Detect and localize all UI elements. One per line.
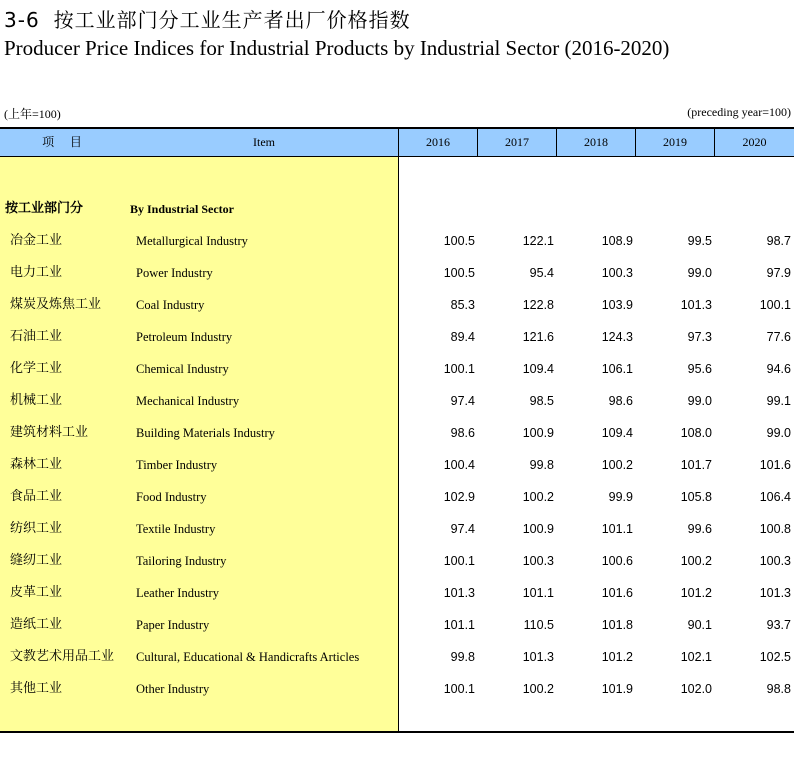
value-cell-2016: 99.8	[450, 650, 475, 664]
value-cell-2018: 103.9	[601, 298, 633, 312]
value-cell-2016: 85.3	[450, 298, 475, 312]
table-row	[0, 615, 794, 635]
value-cell-2016: 100.1	[443, 362, 475, 376]
value-cell-2017: 95.4	[529, 266, 554, 280]
value-cell-2019: 99.6	[687, 522, 712, 536]
table-row	[0, 327, 794, 347]
row-label-en: Leather Industry	[136, 586, 219, 600]
row-label-en: Metallurgical Industry	[136, 234, 248, 248]
table-title-cn	[4, 4, 411, 33]
value-cell-2018: 108.9	[601, 234, 633, 248]
value-cell-2018: 100.2	[601, 458, 633, 472]
value-cell-2020: 100.8	[759, 522, 791, 536]
section-heading-cn: 按工业部门分	[5, 201, 84, 216]
table-row	[0, 423, 794, 443]
value-cell-2019: 102.1	[680, 650, 712, 664]
value-cell-2016: 100.1	[443, 554, 475, 568]
row-label-cn: 电力工业	[10, 265, 63, 280]
value-cell-2018: 98.6	[608, 394, 633, 408]
table-row	[0, 263, 794, 283]
value-cell-2017: 99.8	[529, 458, 554, 472]
value-cell-2016: 100.5	[443, 234, 475, 248]
price-index-table	[0, 127, 794, 733]
value-cell-2020: 101.6	[759, 458, 791, 472]
table-row	[0, 551, 794, 571]
row-label-en: Other Industry	[136, 682, 210, 696]
value-cell-2018: 101.2	[601, 650, 633, 664]
value-cell-2018: 124.3	[601, 330, 633, 344]
row-label-en: Timber Industry	[136, 458, 218, 472]
table-row	[0, 455, 794, 475]
value-cell-2017: 100.2	[522, 682, 554, 696]
row-label-en: Coal Industry	[136, 298, 205, 312]
value-cell-2017: 100.9	[522, 522, 554, 536]
value-cell-2019: 99.0	[687, 394, 712, 408]
row-label-en: Food Industry	[136, 490, 207, 504]
row-label-en: Tailoring Industry	[136, 554, 227, 568]
value-cell-2016: 100.4	[443, 458, 475, 472]
value-cell-2020: 100.1	[759, 298, 791, 312]
value-cell-2018: 100.6	[601, 554, 633, 568]
base-note-cn: (上年=100)	[4, 107, 61, 121]
row-label-en: Building Materials Industry	[136, 426, 275, 440]
value-cell-2020: 97.9	[766, 266, 791, 280]
value-cell-2018: 106.1	[601, 362, 633, 376]
header-item-cn: 项 目	[42, 135, 88, 149]
value-cell-2017: 98.5	[529, 394, 554, 408]
table-row	[0, 487, 794, 507]
value-cell-2019: 90.1	[687, 618, 712, 632]
row-label-en: Petroleum Industry	[136, 330, 233, 344]
value-cell-2016: 97.4	[450, 522, 475, 536]
value-cell-2020: 93.7	[766, 618, 791, 632]
row-label-cn: 其他工业	[10, 681, 63, 696]
value-cell-2019: 99.0	[687, 266, 712, 280]
value-cell-2016: 89.4	[450, 330, 475, 344]
table-title-en: Producer Price Indices for Industrial Products by Industrial Sector (2016-2020)	[4, 36, 670, 60]
value-cell-2018: 101.9	[601, 682, 633, 696]
value-cell-2020: 98.7	[766, 234, 791, 248]
value-cell-2020: 98.8	[766, 682, 791, 696]
value-cell-2019: 99.5	[687, 234, 712, 248]
row-label-en: Power Industry	[136, 266, 213, 280]
row-label-cn: 皮革工业	[10, 585, 63, 600]
value-cell-2018: 101.8	[601, 618, 633, 632]
value-cell-2017: 100.3	[522, 554, 554, 568]
row-label-cn: 冶金工业	[10, 233, 63, 248]
table-row	[0, 519, 794, 539]
value-cell-2018: 101.6	[601, 586, 633, 600]
base-note-en: (preceding year=100)	[687, 105, 791, 119]
row-label-en: Chemical Industry	[136, 362, 229, 376]
bottom-rule	[0, 731, 794, 733]
row-label-cn: 造纸工业	[10, 617, 63, 632]
value-cell-2020: 77.6	[766, 330, 791, 344]
table-row	[0, 679, 794, 699]
value-cell-2020: 99.0	[766, 426, 791, 440]
value-cell-2019: 101.7	[680, 458, 712, 472]
value-cell-2016: 101.1	[443, 618, 475, 632]
row-label-cn: 纺织工业	[10, 521, 63, 536]
value-cell-2020: 101.3	[759, 586, 791, 600]
row-label-cn: 建筑材料工业	[10, 425, 89, 440]
value-cell-2016: 100.5	[443, 266, 475, 280]
row-label-cn: 石油工业	[10, 329, 63, 344]
value-cell-2016: 97.4	[450, 394, 475, 408]
value-cell-2018: 101.1	[601, 522, 633, 536]
value-cell-2020: 99.1	[766, 394, 791, 408]
value-cell-2020: 106.4	[759, 490, 791, 504]
value-cell-2020: 100.3	[759, 554, 791, 568]
table-row	[0, 295, 794, 315]
row-label-en: Cultural, Educational & Handicrafts Articles	[136, 650, 360, 664]
table-header	[0, 129, 794, 157]
value-cell-2017: 122.1	[522, 234, 554, 248]
row-label-en: Paper Industry	[136, 618, 210, 632]
value-cell-2017: 121.6	[522, 330, 554, 344]
row-label-cn: 食品工业	[10, 489, 63, 504]
value-cell-2020: 102.5	[759, 650, 791, 664]
value-cell-2019: 101.2	[680, 586, 712, 600]
header-year-2019: 2019	[635, 129, 714, 156]
value-cell-2019: 100.2	[680, 554, 712, 568]
table-row	[0, 231, 794, 251]
value-cell-2017: 101.1	[522, 586, 554, 600]
value-cell-2016: 100.1	[443, 682, 475, 696]
value-cell-2017: 101.3	[522, 650, 554, 664]
value-cell-2017: 110.5	[523, 618, 554, 632]
table-row	[0, 391, 794, 411]
row-label-cn: 煤炭及炼焦工业	[10, 297, 102, 312]
header-year-2018: 2018	[556, 129, 635, 156]
row-label-cn: 机械工业	[10, 393, 63, 408]
header-item-en: Item	[253, 135, 275, 149]
table-number: 3-6	[4, 8, 40, 32]
value-cell-2020: 94.6	[766, 362, 791, 376]
row-label-cn: 森林工业	[10, 457, 63, 472]
table-row	[0, 647, 794, 667]
value-cell-2019: 101.3	[680, 298, 712, 312]
value-cell-2018: 100.3	[601, 266, 633, 280]
value-cell-2019: 108.0	[680, 426, 712, 440]
value-cell-2016: 101.3	[443, 586, 475, 600]
value-cell-2016: 102.9	[443, 490, 475, 504]
row-label-en: Mechanical Industry	[136, 394, 240, 408]
header-year-2020: 2020	[714, 129, 794, 156]
row-label-cn: 文教艺术用品工业	[10, 649, 115, 664]
value-cell-2018: 109.4	[601, 426, 633, 440]
row-label-en: Textile Industry	[136, 522, 216, 536]
top-rule	[0, 127, 794, 129]
value-cell-2017: 109.4	[522, 362, 554, 376]
value-cell-2019: 102.0	[680, 682, 712, 696]
row-label-cn: 缝纫工业	[10, 553, 63, 568]
table-row	[0, 583, 794, 603]
section-heading-en: By Industrial Sector	[130, 202, 235, 216]
row-label-cn: 化学工业	[10, 361, 63, 376]
value-cell-2016: 98.6	[450, 426, 475, 440]
value-cell-2019: 105.8	[680, 490, 712, 504]
value-cell-2019: 97.3	[687, 330, 712, 344]
value-cell-2018: 99.9	[608, 490, 633, 504]
table-row	[0, 359, 794, 379]
value-cell-2019: 95.6	[687, 362, 712, 376]
value-cell-2017: 100.2	[522, 490, 554, 504]
header-year-2017: 2017	[477, 129, 556, 156]
title-cn-text: 按工业部门分工业生产者出厂价格指数	[53, 8, 411, 32]
value-cell-2017: 122.8	[522, 298, 554, 312]
header-year-2016: 2016	[398, 129, 477, 156]
value-cell-2017: 100.9	[522, 426, 554, 440]
